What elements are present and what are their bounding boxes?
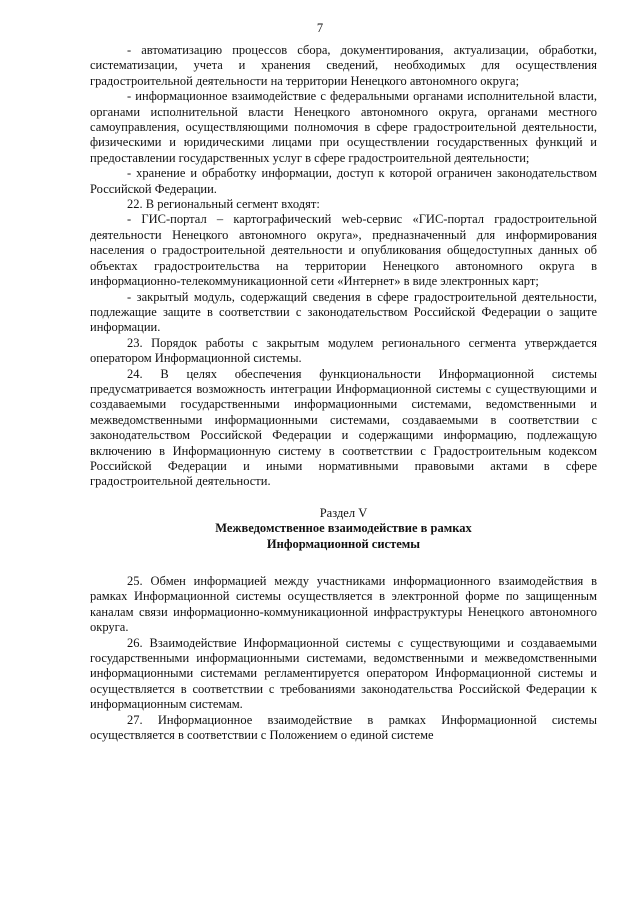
paragraph-27: 27. Информационное взаимодействие в рамках Информационной системы осуществляется в соответствии с Положением о единой системе [90, 712, 597, 743]
section-label: Раздел V [319, 505, 368, 520]
paragraph-automation: - автоматизацию процессов сбора, документирования, актуализации, обработки, систематизации, учета и хранения сведений, необходимых для осуществления градостроительной деятельности на территории Ненецкого автономного округа; [90, 43, 597, 88]
paragraph-23: 23. Порядок работы с закрытым модулем регионального сегмента утверждается оператором Информационной системы. [90, 335, 597, 366]
section-heading [90, 506, 597, 552]
paragraph-interaction: - информационное взаимодействие с федеральными органами исполнительной власти, органами исполнительной власти Ненецкого автономного округа, органами местного самоуправления, осуществляющими полномочия в сфере градостроительной деятельности, физическими и юридическими лицами при осуществлении государственных функций и предоставлении государственных услуг в сфере градостроительной деятельности; [90, 89, 597, 165]
paragraph-closed-module: - закрытый модуль, содержащий сведения в сфере градостроительной деятельности, подлежащие защите в соответствии с законодательством Российской Федерации о защите информации. [90, 289, 597, 335]
page-number: 7 [316, 21, 324, 35]
section-spacer [90, 552, 597, 574]
paragraph-gis-portal: - ГИС-портал – картографический web-сервис «ГИС-портал градостроительной деятельности Ненецкого автономного округа», предназначенный для информирования населения о градостроительной деятельности и опубликования общедоступных данных об объектах градостроительства на территории Ненецкого автономного округа в информационно-телекоммуникационной сети «Интернет» в виде электронных карт; [90, 212, 597, 289]
paragraph-22: 22. В региональный сегмент входят: [127, 197, 320, 212]
paragraph-26: 26. Взаимодействие Информационной системы с существующими и создаваемыми государственными информационными системами, ведомственными и межведомственными информационными системами регламентируется оператором Информационной системы и осуществляется в соответствии с требованиями законодательства Российской Федерации к информационным системам. [90, 635, 597, 712]
paragraph-25: 25. Обмен информацией между участниками информационного взаимодействия в рамках Информационной системы осуществляется в электронной форме по защищенным каналам связи информационно-коммуникационной инфраструктуры Ненецкого автономного округа. [90, 574, 597, 635]
paragraph-24: 24. В целях обеспечения функциональности Информационной системы предусматривается возможность интеграции Информационной системы с существующими и создаваемыми государственными информационными системами, ведомственными и межведомственными информационными системами, создаваемыми в соответствии с законодательством Российской Федерации и содержащими информацию, подлежащую включению в Информационную систему в соответствии с Градостроительным кодексом Российской Федерации и иными нормативными правовыми актами в сфере градостроительной деятельности. [90, 366, 597, 489]
section-title-line1: Межведомственное взаимодействие в рамках [215, 521, 472, 536]
document-body [90, 43, 597, 743]
paragraph-storage: - хранение и обработку информации, доступ к которой ограничен законодательством Российской Федерации. [90, 166, 597, 196]
section-title-line2: Информационной системы [266, 536, 421, 551]
